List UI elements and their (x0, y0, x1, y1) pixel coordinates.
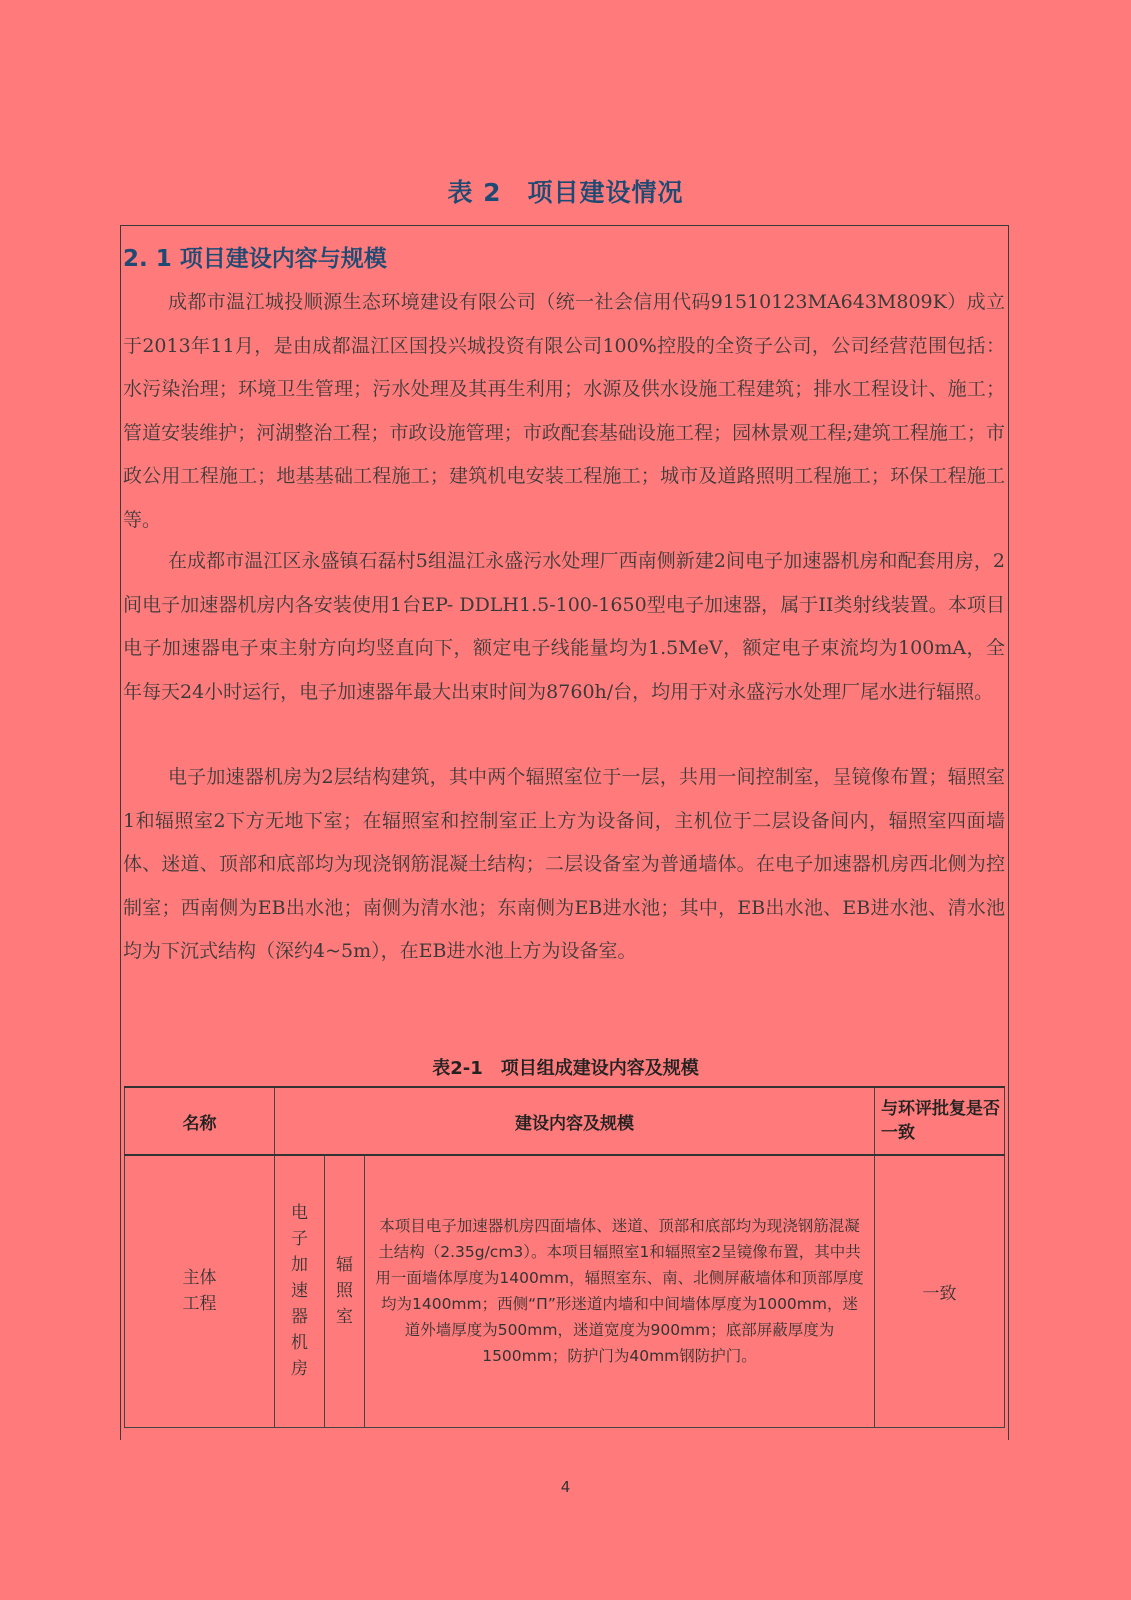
construction-table (124, 1086, 1005, 1428)
paragraph-company: 成都市温江城投顺源生态环境建设有限公司（统一社会信用代码91510123MA643M809K）成立于2013年11月，是由成都温江区国投兴城投资有限公司100%控股的全资子公司，公司经营范围包括：水污染治理；环境卫生管理；污水处理及其再生利用；水源及供水设施工程建筑；排水工程设计、施工；管道安装维护；河湖整治工程；市政设施管理；市政配套基础设施工程；园林景观工程;建筑工程施工；市政公用工程施工；地基基础工程施工；建筑机电安装工程施工；城市及道路照明工程施工；环保工程施工等。 (123, 291, 1005, 531)
cell-result: 一致 (875, 1155, 1005, 1427)
page-title: 表 2 项目建设情况 (447, 178, 684, 207)
page-number: 4 (560, 1478, 571, 1496)
paragraph-project: 在成都市温江区永盛镇石磊村5组温江永盛污水处理厂西南侧新建2间电子加速器机房和配套用房，2间电子加速器机房内各安装使用1台EP- DDLH1.5-100-1650型电子加速器，属于II类射线装置。本项目电子加速器电子束主射方向均竖直向下，额定电子线能量均为1.5MeV，额定电子束流均为100mA，全年每天24小时运行，电子加速器年最大出束时间为8760h/台，均用于对永盛污水处理厂尾水进行辐照。 (123, 550, 1005, 703)
cell-sub2: 辐照室 (336, 1255, 353, 1328)
header-consistent: 与环评批复是否一致 (875, 1087, 1005, 1155)
cell-category: 主体工程 (182, 1268, 217, 1315)
cell-description: 本项目电子加速器机房四面墙体、迷道、顶部和底部均为现浇钢筋混凝土结构（2.35g/cm3）。本项目辐照室1和辐照室2呈镜像布置，其中共用一面墙体厚度为1400mm，辐照室东、南、北侧屏蔽墙体和顶部厚度均为1400mm；西侧“Π”形迷道内墙和中间墙体厚度为1000mm，迷道外墙厚度为500mm，迷道宽度为900mm；底部屏蔽厚度为1500mm；防护门为40mm钢防护门。 (375, 1217, 864, 1366)
header-name: 名称 (125, 1087, 275, 1155)
table-caption: 表2-1 项目组成建设内容及规模 (432, 1058, 699, 1079)
table-header-row (125, 1087, 1005, 1155)
paragraph-structure: 电子加速器机房为2层结构建筑，其中两个辐照室位于一层，共用一间控制室，呈镜像布置；辐照室1和辐照室2下方无地下室；在辐照室和控制室正上方为设备间，主机位于二层设备间内，辐照室四面墙体、迷道、顶部和底部均为现浇钢筋混凝土结构；二层设备室为普通墙体。在电子加速器机房西北侧为控制室；西南侧为EB出水池；南侧为清水池；东南侧为EB进水池；其中，EB出水池、EB进水池、清水池均为下沉式结构（深约4~5m），在EB进水池上方为设备室。 (123, 766, 1005, 962)
section-heading: 2. 1 项目建设内容与规模 (123, 246, 387, 272)
table-row (125, 1155, 1005, 1427)
header-content: 建设内容及规模 (275, 1087, 875, 1155)
cell-sub1: 电子加速器机房 (291, 1203, 308, 1380)
